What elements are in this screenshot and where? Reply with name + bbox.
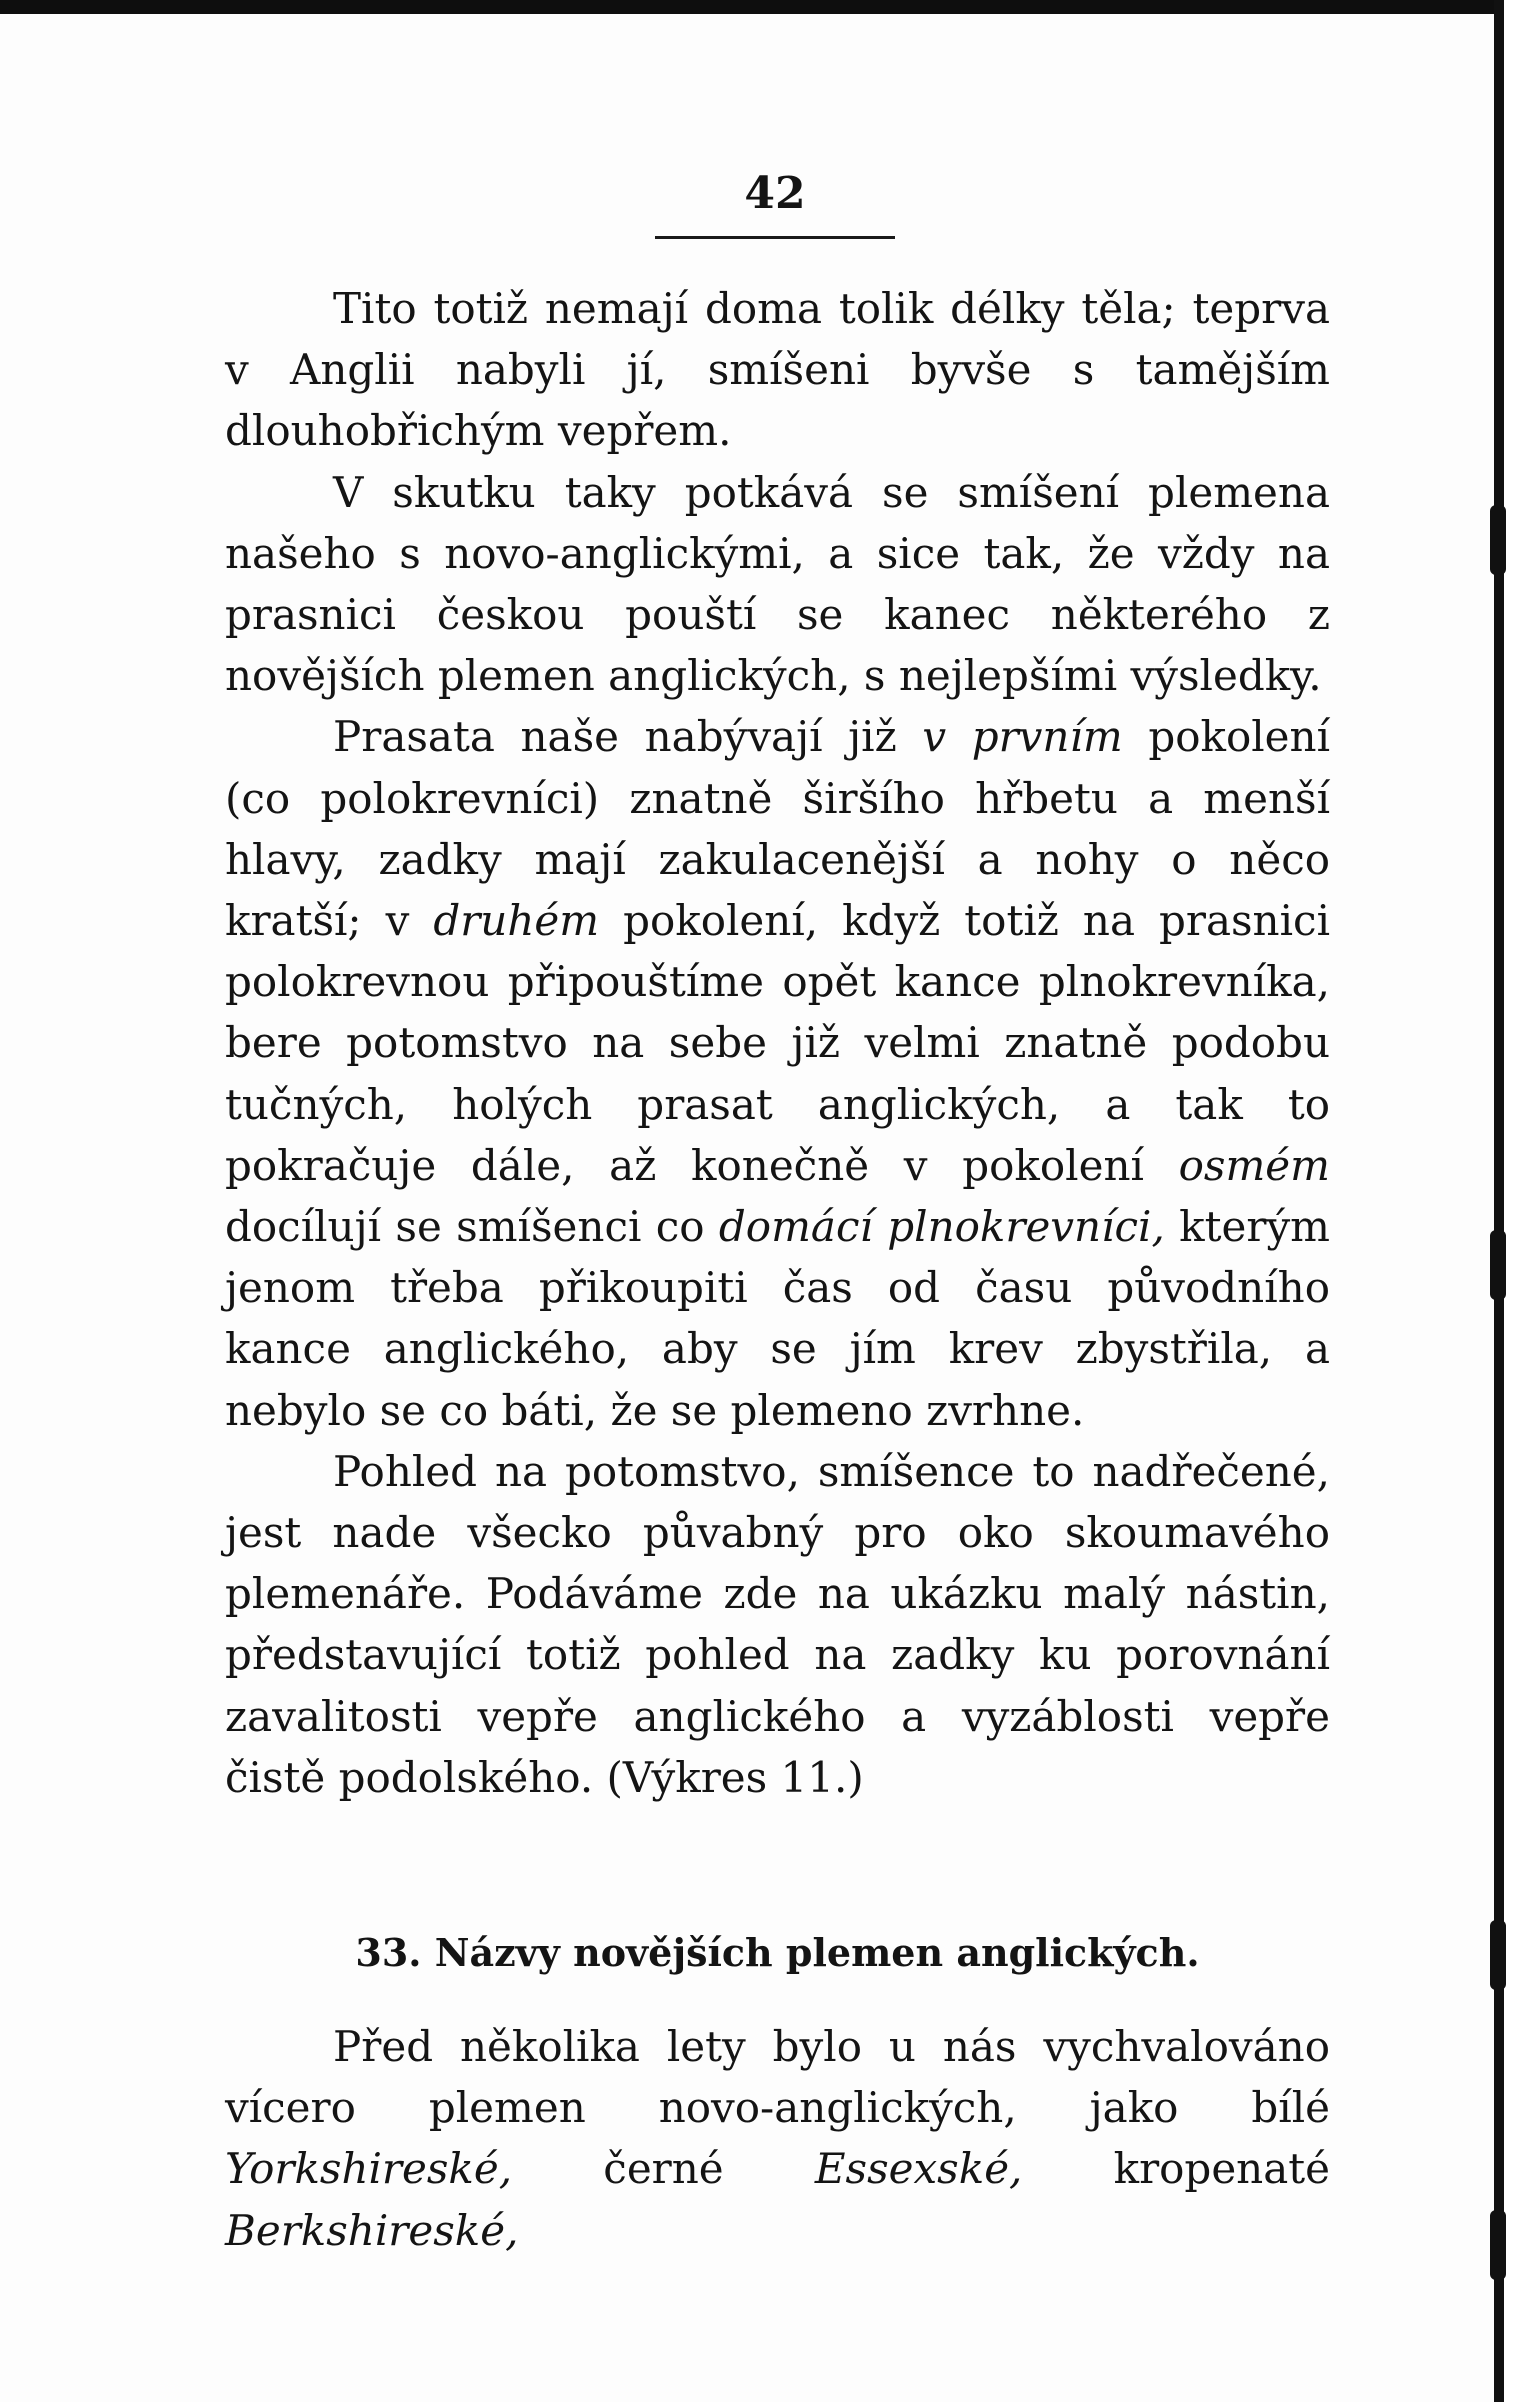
text-run: Prasata naše nabývají již xyxy=(333,712,923,762)
emphasis-text: domácí plnokrevníci, xyxy=(718,1202,1165,1252)
text-run: kterým jenom třeba přikoupiti čas od času původního kance anglického, aby se jím krev zbystřila, a nebylo se co báti, že se plemeno zvrhne. xyxy=(225,1202,1330,1435)
main-text xyxy=(225,278,1330,1808)
emphasis-text: Berkshireské, xyxy=(225,2205,519,2255)
text-run: černé xyxy=(512,2144,815,2194)
paragraph xyxy=(225,706,1330,1440)
emphasis-text: Yorkshireské, xyxy=(225,2144,513,2194)
binding-mark xyxy=(1490,1920,1506,1990)
paragraph: V skutku taky potkává se smíšení plemena našeho s novo-anglickými, a sice tak, že vždy na prasnici českou pouští se kanec některého z novějších plemen anglických, s nejlepšími výsledky. xyxy=(225,467,1330,701)
text-run: pokolení (co polokrevníci) znatně širšího hřbetu a menší hlavy, zadky mají zakulacenější a nohy o něco kratší; v xyxy=(225,712,1330,946)
paragraph xyxy=(225,2016,1330,2261)
binding-mark xyxy=(1490,2210,1506,2280)
header-rule xyxy=(655,236,895,239)
section-heading: 33. Názvy novějších plemen anglických. xyxy=(355,1930,1200,1975)
emphasis-text: osmém xyxy=(1178,1140,1330,1190)
text-run: kropenaté xyxy=(1022,2144,1330,2194)
scan-border-top xyxy=(0,0,1500,14)
section-text xyxy=(225,2016,1330,2261)
emphasis-text: v prvním xyxy=(922,712,1123,762)
binding-mark xyxy=(1490,1230,1506,1300)
text-run: pokolení, když totiž na prasnici polokrevnou připouštíme opět kance plnokrevníka, bere potomstvo na sebe již velmi znatně podobu tučných, holých prasat anglických, a tak to pokračuje dále, až konečně v pokolení xyxy=(225,896,1330,1190)
paragraph: Tito totiž nemají doma tolik délky těla; teprva v Anglii nabyli jí, smíšeni byvše s tamějším dlouhobřichým vepřem. xyxy=(225,284,1330,456)
emphasis-text: druhém xyxy=(433,896,600,946)
binding-mark xyxy=(1490,505,1506,575)
scan-border-right xyxy=(1494,0,1520,2402)
page-number: 42 xyxy=(744,168,806,219)
text-run: Před několika lety bylo u nás vychvalováno vícero plemen novo-anglických, jako bílé xyxy=(225,2022,1330,2133)
text-run: docílují se smíšenci co xyxy=(225,1202,719,1252)
emphasis-text: Essexské, xyxy=(814,2144,1023,2194)
paragraph: Pohled na potomstvo, smíšence to nadřečené, jest nade všecko půvabný pro oko skoumavého plemenáře. Podáváme zde na ukázku malý nástin, představující totiž pohled na zadky ku porovnání zavalitosti vepře anglického a vyzáblosti vepře čistě podolského. (Výkres 11.) xyxy=(225,1446,1330,1802)
